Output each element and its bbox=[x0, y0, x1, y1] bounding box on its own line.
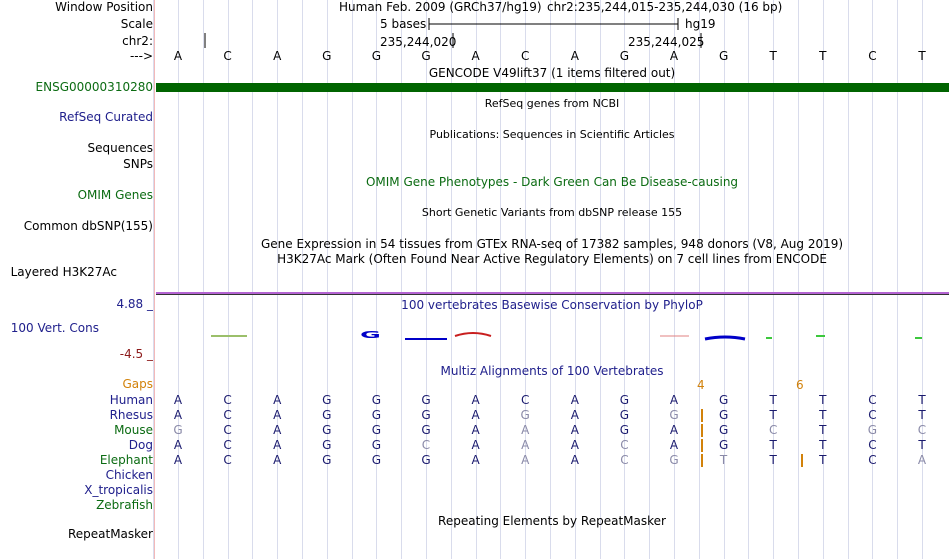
aligned-base: A bbox=[570, 438, 579, 452]
cons-max-label: 4.88 _ bbox=[116, 297, 153, 311]
ruler-tick bbox=[204, 33, 206, 48]
gtex-track-title: Gene Expression in 54 tissues from GTEx RNA-seq of 17382 samples, 948 donors (V8, Aug 2019) bbox=[260, 237, 844, 251]
aligned-base: A bbox=[173, 438, 183, 452]
aligned-base: C bbox=[520, 393, 530, 407]
window-position-label[interactable]: Window Position bbox=[55, 0, 153, 14]
reference-base: A bbox=[669, 49, 679, 63]
aligned-base: C bbox=[768, 423, 778, 437]
aligned-base: C bbox=[868, 438, 877, 452]
refseq-track-label[interactable]: RefSeq Curated bbox=[59, 110, 153, 124]
reference-base: T bbox=[918, 49, 926, 63]
aligned-base: A bbox=[669, 423, 679, 437]
position-readout: chr2:235,244,015-235,244,030 (16 bp) bbox=[547, 0, 783, 14]
aligned-base: A bbox=[570, 423, 579, 437]
repeatmasker-track-label[interactable]: RepeatMasker bbox=[67, 527, 153, 541]
aligned-base: T bbox=[918, 408, 926, 422]
aligned-base: A bbox=[521, 438, 530, 452]
aligned-base: G bbox=[322, 393, 332, 407]
aligned-base: A bbox=[471, 393, 480, 407]
refseq-track-title: RefSeq genes from NCBI bbox=[484, 97, 620, 110]
aligned-base: G bbox=[421, 393, 431, 407]
aligned-base: C bbox=[868, 393, 877, 407]
reference-base: A bbox=[570, 49, 579, 63]
ruler-tick bbox=[452, 33, 454, 48]
aligned-base: G bbox=[322, 453, 332, 467]
aligned-base: G bbox=[173, 423, 183, 437]
gap-marker bbox=[701, 439, 703, 452]
gencode-track-title: GENCODE V49lift37 (1 items filtered out) bbox=[428, 66, 676, 80]
scale-bar bbox=[428, 17, 680, 31]
dbsnp-track-label[interactable]: Common dbSNP(155) bbox=[23, 219, 153, 233]
gap-marker bbox=[701, 409, 703, 422]
reference-base: G bbox=[718, 49, 729, 63]
aligned-base: A bbox=[471, 453, 480, 467]
ruler-coordinate-1: 235,244,020 bbox=[380, 35, 457, 49]
omim-track-label[interactable]: OMIM Genes bbox=[77, 188, 153, 202]
aligned-base: A bbox=[471, 438, 480, 452]
repeatmasker-track-title: Repeating Elements by RepeatMasker bbox=[438, 514, 666, 528]
aligned-base: T bbox=[918, 438, 926, 452]
aligned-base: C bbox=[868, 408, 877, 422]
species-label[interactable]: Elephant bbox=[99, 453, 153, 467]
aligned-base: G bbox=[421, 453, 431, 467]
aligned-base: T bbox=[719, 453, 728, 467]
gap-marker bbox=[801, 454, 803, 467]
svg-text:G: G bbox=[360, 328, 381, 341]
aligned-base: A bbox=[570, 393, 579, 407]
aligned-base: T bbox=[819, 408, 827, 422]
multiz-track-title: Multiz Alignments of 100 Vertebrates bbox=[440, 364, 664, 378]
aligned-base: T bbox=[819, 453, 827, 467]
aligned-base: C bbox=[620, 438, 629, 452]
aligned-base: G bbox=[322, 438, 332, 452]
gencode-gene-label[interactable]: ENSG00000310280 bbox=[35, 80, 153, 94]
reference-base: T bbox=[769, 49, 777, 63]
aligned-base: G bbox=[718, 393, 729, 407]
aligned-base: T bbox=[769, 438, 777, 452]
strand-toggle[interactable]: ---> bbox=[129, 49, 153, 63]
aligned-base: A bbox=[273, 393, 282, 407]
aligned-base: A bbox=[273, 423, 282, 437]
aligned-base: T bbox=[819, 393, 827, 407]
reference-base: T bbox=[819, 49, 827, 63]
assembly-title: Human Feb. 2009 (GRCh37/hg19) bbox=[339, 0, 542, 14]
aligned-base: G bbox=[619, 423, 630, 437]
aligned-base: A bbox=[521, 453, 530, 467]
aligned-base: C bbox=[868, 453, 877, 467]
publications-track-title: Publications: Sequences in Scientific Articles bbox=[429, 128, 675, 141]
aligned-base: A bbox=[669, 438, 679, 452]
aligned-base: A bbox=[570, 408, 579, 422]
aligned-base: A bbox=[570, 453, 579, 467]
gap-count-1: 4 bbox=[697, 378, 705, 392]
sequences-track-label[interactable]: Sequences bbox=[87, 141, 153, 155]
species-label[interactable]: X_tropicalis bbox=[84, 483, 153, 497]
aligned-base: G bbox=[867, 423, 878, 437]
aligned-base: A bbox=[273, 453, 282, 467]
chrom-label[interactable]: chr2: bbox=[122, 34, 153, 48]
aligned-base: C bbox=[223, 393, 232, 407]
scale-label[interactable]: Scale bbox=[120, 17, 153, 31]
snps-track-label[interactable]: SNPs bbox=[123, 157, 153, 171]
aligned-base: C bbox=[223, 438, 232, 452]
conservation-logo bbox=[155, 320, 950, 350]
dbsnp-track-title: Short Genetic Variants from dbSNP release 155 bbox=[421, 206, 683, 219]
omim-track-title: OMIM Gene Phenotypes - Dark Green Can Be Disease-causing bbox=[365, 175, 739, 189]
aligned-base: C bbox=[620, 453, 629, 467]
aligned-base: T bbox=[769, 453, 777, 467]
aligned-base: G bbox=[520, 408, 530, 422]
species-label[interactable]: Dog bbox=[128, 438, 153, 452]
gap-marker bbox=[701, 424, 703, 437]
ruler-tick bbox=[700, 33, 702, 48]
aligned-base: G bbox=[371, 453, 382, 467]
aligned-base: A bbox=[471, 423, 480, 437]
reference-base: G bbox=[421, 49, 431, 63]
aligned-base: G bbox=[619, 408, 630, 422]
species-label[interactable]: Chicken bbox=[105, 468, 153, 482]
aligned-base: G bbox=[718, 408, 729, 422]
gridline bbox=[153, 0, 154, 559]
aligned-base: G bbox=[371, 408, 382, 422]
aligned-base: G bbox=[322, 408, 332, 422]
gaps-label[interactable]: Gaps bbox=[122, 377, 153, 391]
aligned-base: G bbox=[421, 423, 431, 437]
aligned-base: A bbox=[273, 438, 282, 452]
conservation-marks bbox=[211, 329, 922, 341]
aligned-base: G bbox=[371, 393, 382, 407]
aligned-base: G bbox=[718, 423, 729, 437]
aligned-base: T bbox=[819, 423, 827, 437]
cons-track-label[interactable]: 100 Vert. Cons bbox=[10, 321, 99, 335]
aligned-base: G bbox=[322, 423, 332, 437]
aligned-base: G bbox=[619, 393, 630, 407]
aligned-base: G bbox=[371, 438, 382, 452]
aligned-base: A bbox=[471, 408, 480, 422]
aligned-base: A bbox=[669, 393, 679, 407]
aligned-base: T bbox=[819, 438, 827, 452]
h3k27ac-track-title: H3K27Ac Mark (Often Found Near Active Regulatory Elements) on 7 cell lines from ENCODE bbox=[277, 252, 827, 266]
reference-base: G bbox=[322, 49, 332, 63]
scale-text: 5 bases bbox=[380, 17, 427, 31]
gencode-gene-bar[interactable] bbox=[156, 83, 949, 92]
aligned-base: C bbox=[223, 453, 232, 467]
ruler-coordinate-2: 235,244,025 bbox=[628, 35, 705, 49]
species-label[interactable]: Zebrafish bbox=[96, 498, 153, 512]
db-label: hg19 bbox=[685, 17, 716, 31]
h3k27ac-track-label[interactable]: Layered H3K27Ac bbox=[10, 265, 117, 279]
aligned-base: A bbox=[521, 423, 530, 437]
track-label-column bbox=[0, 0, 153, 559]
aligned-base: C bbox=[421, 438, 431, 452]
reference-base: C bbox=[868, 49, 877, 63]
gap-count-2: 6 bbox=[796, 378, 804, 392]
aligned-base: A bbox=[173, 408, 183, 422]
species-label[interactable]: Human bbox=[109, 393, 153, 407]
species-label[interactable]: Mouse bbox=[114, 423, 153, 437]
reference-base: C bbox=[520, 49, 530, 63]
aligned-base: C bbox=[917, 423, 927, 437]
reference-base: A bbox=[471, 49, 480, 63]
aligned-base: G bbox=[669, 408, 679, 422]
species-label[interactable]: Rhesus bbox=[109, 408, 153, 422]
aligned-base: G bbox=[669, 453, 679, 467]
reference-base: A bbox=[273, 49, 282, 63]
aligned-base: G bbox=[371, 423, 382, 437]
aligned-base: A bbox=[173, 393, 183, 407]
cons-min-label: -4.5 _ bbox=[119, 347, 153, 361]
track-separator-line bbox=[156, 294, 949, 295]
reference-base: G bbox=[619, 49, 630, 63]
aligned-base: A bbox=[917, 453, 927, 467]
reference-base: G bbox=[371, 49, 382, 63]
aligned-base: G bbox=[421, 408, 431, 422]
aligned-base: T bbox=[918, 393, 926, 407]
aligned-base: A bbox=[173, 453, 183, 467]
reference-base: C bbox=[223, 49, 232, 63]
aligned-base: C bbox=[223, 423, 232, 437]
aligned-base: T bbox=[769, 408, 777, 422]
aligned-base: G bbox=[718, 438, 729, 452]
aligned-base: T bbox=[769, 393, 777, 407]
aligned-base: A bbox=[273, 408, 282, 422]
aligned-base: C bbox=[223, 408, 232, 422]
gap-marker bbox=[701, 454, 703, 467]
reference-base: A bbox=[173, 49, 183, 63]
conservation-track-title: 100 vertebrates Basewise Conservation by PhyloP bbox=[401, 298, 703, 312]
